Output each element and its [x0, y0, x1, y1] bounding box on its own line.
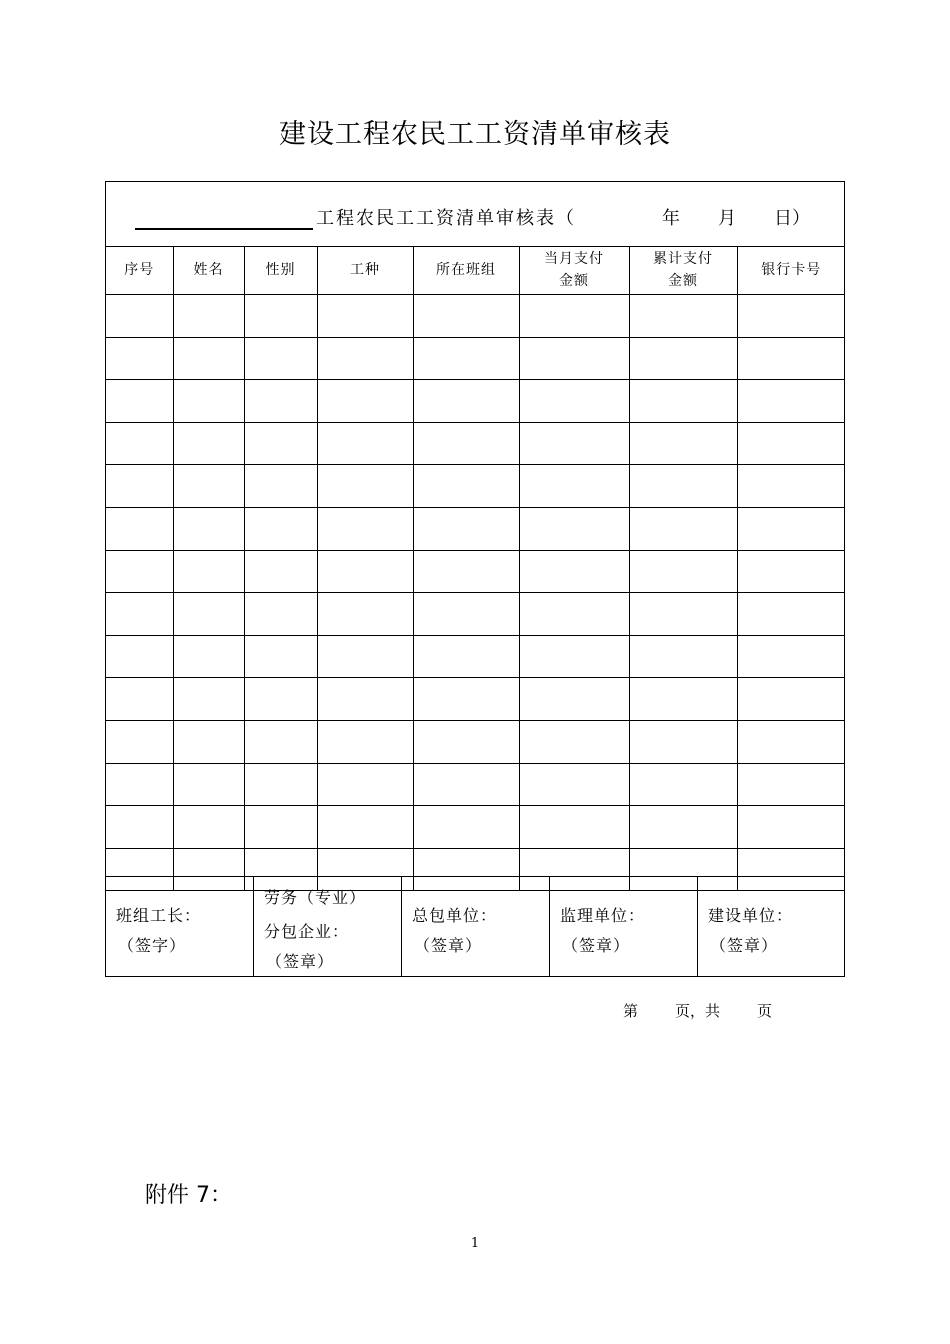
table-row [106, 806, 845, 849]
table-cell[interactable] [413, 507, 519, 550]
header-team: 所在班组 [413, 246, 519, 295]
table-cell[interactable] [173, 678, 244, 721]
table-cell[interactable] [106, 422, 173, 465]
page-number: 1 [470, 1236, 480, 1251]
table-cell[interactable] [317, 678, 413, 721]
table-cell[interactable] [173, 380, 244, 423]
table-cell[interactable] [519, 806, 629, 849]
wage-table [106, 246, 845, 891]
table-cell[interactable] [317, 635, 413, 678]
table-cell[interactable] [173, 337, 244, 380]
table-row [106, 295, 845, 338]
table-row [106, 337, 845, 380]
page-count-suffix: 页 [757, 1002, 773, 1020]
table-row [106, 507, 845, 550]
table-cell[interactable] [244, 465, 317, 508]
header-gender: 性别 [244, 246, 317, 295]
table-cell[interactable] [737, 507, 845, 550]
signature-note: （签章） [414, 936, 483, 955]
table-cell[interactable] [629, 337, 737, 380]
form-subtitle: 工程农民工工资清单审核表（ [316, 208, 576, 229]
year-label: 年 [662, 208, 680, 229]
table-cell[interactable] [244, 422, 317, 465]
month-label: 月 [718, 208, 736, 229]
table-cell[interactable] [244, 593, 317, 636]
page-count-prefix: 第 [623, 1002, 639, 1020]
table-cell[interactable] [173, 422, 244, 465]
header-cumulative-paid: 累计支付 金额 [629, 246, 737, 295]
table-cell[interactable] [173, 635, 244, 678]
table-cell[interactable] [244, 678, 317, 721]
table-cell[interactable] [413, 720, 519, 763]
signature-general-contractor[interactable] [402, 877, 550, 977]
audit-form [105, 181, 845, 977]
table-cell[interactable] [173, 295, 244, 338]
table-cell[interactable] [737, 720, 845, 763]
table-cell[interactable] [106, 295, 173, 338]
table-cell[interactable] [519, 465, 629, 508]
table-cell[interactable] [173, 806, 244, 849]
table-cell[interactable] [317, 422, 413, 465]
table-cell[interactable] [629, 550, 737, 593]
table-cell[interactable] [737, 806, 845, 849]
signature-note: （签章） [266, 952, 335, 971]
table-cell[interactable] [629, 678, 737, 721]
signature-label: 劳务（专业） [264, 888, 367, 907]
table-cell[interactable] [413, 635, 519, 678]
table-row [106, 678, 845, 721]
table-cell[interactable] [413, 295, 519, 338]
table-cell[interactable] [106, 337, 173, 380]
table-cell[interactable] [629, 507, 737, 550]
table-cell[interactable] [244, 337, 317, 380]
table-cell[interactable] [629, 763, 737, 806]
signature-team-leader[interactable] [106, 877, 254, 977]
table-cell[interactable] [519, 593, 629, 636]
table-cell[interactable] [413, 337, 519, 380]
signature-subcontractor[interactable] [254, 877, 402, 977]
table-cell[interactable] [244, 635, 317, 678]
header-monthly-paid: 当月支付 金额 [519, 246, 629, 295]
table-cell[interactable] [173, 507, 244, 550]
table-row [106, 465, 845, 508]
signature-label: 总包单位： [412, 906, 498, 925]
table-cell[interactable] [737, 635, 845, 678]
table-cell[interactable] [629, 635, 737, 678]
table-cell[interactable] [737, 380, 845, 423]
table-cell[interactable] [413, 593, 519, 636]
header-bank-card: 银行卡号 [737, 246, 845, 295]
table-cell[interactable] [737, 422, 845, 465]
table-cell[interactable] [737, 678, 845, 721]
day-label: 日） [774, 208, 810, 229]
signature-label: 班组工长： [116, 906, 202, 925]
table-cell[interactable] [106, 635, 173, 678]
signature-note: （签字） [118, 936, 187, 955]
table-cell[interactable] [629, 806, 737, 849]
table-cell[interactable] [317, 507, 413, 550]
header-index: 序号 [106, 246, 173, 295]
table-cell[interactable] [173, 763, 244, 806]
table-cell[interactable] [519, 422, 629, 465]
table-cell[interactable] [317, 720, 413, 763]
table-cell[interactable] [519, 380, 629, 423]
table-cell[interactable] [317, 295, 413, 338]
attachment-label: 附件 7： [145, 1183, 232, 1208]
table-cell[interactable] [106, 550, 173, 593]
table-cell[interactable] [106, 806, 173, 849]
table-row [106, 550, 845, 593]
table-cell[interactable] [413, 678, 519, 721]
table-cell[interactable] [173, 550, 244, 593]
table-cell[interactable] [244, 380, 317, 423]
table-cell[interactable] [519, 678, 629, 721]
table-cell[interactable] [317, 593, 413, 636]
table-cell[interactable] [413, 763, 519, 806]
signature-label: 监理单位： [560, 906, 646, 925]
table-cell[interactable] [317, 465, 413, 508]
table-cell[interactable] [106, 678, 173, 721]
table-cell[interactable] [244, 806, 317, 849]
table-cell[interactable] [737, 550, 845, 593]
table-cell[interactable] [317, 763, 413, 806]
table-cell[interactable] [519, 337, 629, 380]
table-cell[interactable] [737, 337, 845, 380]
document-title: 建设工程农民工工资清单审核表 [279, 119, 671, 150]
table-cell[interactable] [244, 507, 317, 550]
signature-label-2: 分包企业： [264, 922, 350, 941]
table-cell[interactable] [737, 465, 845, 508]
table-cell[interactable] [629, 720, 737, 763]
signature-supervisor[interactable] [550, 877, 698, 977]
table-cell[interactable] [244, 550, 317, 593]
signature-label: 建设单位： [708, 906, 794, 925]
table-cell[interactable] [519, 295, 629, 338]
page-count-middle: 页，共 [675, 1002, 721, 1020]
table-cell[interactable] [629, 422, 737, 465]
table-cell[interactable] [413, 806, 519, 849]
table-cell[interactable] [244, 763, 317, 806]
table-row [106, 422, 845, 465]
table-cell[interactable] [413, 380, 519, 423]
table-cell[interactable] [629, 465, 737, 508]
table-cell[interactable] [106, 507, 173, 550]
table-cell[interactable] [317, 337, 413, 380]
table-cell[interactable] [106, 720, 173, 763]
table-row [106, 593, 845, 636]
table-cell[interactable] [413, 465, 519, 508]
table-cell[interactable] [629, 295, 737, 338]
table-row [106, 720, 845, 763]
table-row [106, 763, 845, 806]
table-cell[interactable] [413, 422, 519, 465]
table-row [106, 380, 845, 423]
table-cell[interactable] [173, 465, 244, 508]
signature-note: （签章） [710, 936, 779, 955]
table-cell[interactable] [519, 763, 629, 806]
table-cell[interactable] [737, 295, 845, 338]
table-cell[interactable] [317, 380, 413, 423]
table-cell[interactable] [106, 763, 173, 806]
table-row [106, 635, 845, 678]
table-cell[interactable] [317, 806, 413, 849]
table-cell[interactable] [173, 593, 244, 636]
table-cell[interactable] [629, 593, 737, 636]
table-cell[interactable] [519, 550, 629, 593]
project-name-blank[interactable] [135, 228, 313, 230]
table-cell[interactable] [413, 550, 519, 593]
signature-note: （签章） [562, 936, 631, 955]
table-cell[interactable] [629, 380, 737, 423]
signature-owner[interactable] [698, 877, 844, 977]
table-cell[interactable] [173, 720, 244, 763]
table-cell[interactable] [737, 763, 845, 806]
table-cell[interactable] [244, 720, 317, 763]
header-name: 姓名 [173, 246, 244, 295]
table-cell[interactable] [106, 465, 173, 508]
table-cell[interactable] [106, 380, 173, 423]
table-cell[interactable] [244, 295, 317, 338]
header-trade: 工种 [317, 246, 413, 295]
form-subtitle-row [106, 182, 844, 247]
table-cell[interactable] [737, 593, 845, 636]
table-cell[interactable] [519, 635, 629, 678]
table-cell[interactable] [317, 550, 413, 593]
table-cell[interactable] [519, 720, 629, 763]
table-cell[interactable] [519, 507, 629, 550]
table-cell[interactable] [106, 593, 173, 636]
table-header-row [106, 246, 845, 295]
signature-row [106, 876, 844, 977]
